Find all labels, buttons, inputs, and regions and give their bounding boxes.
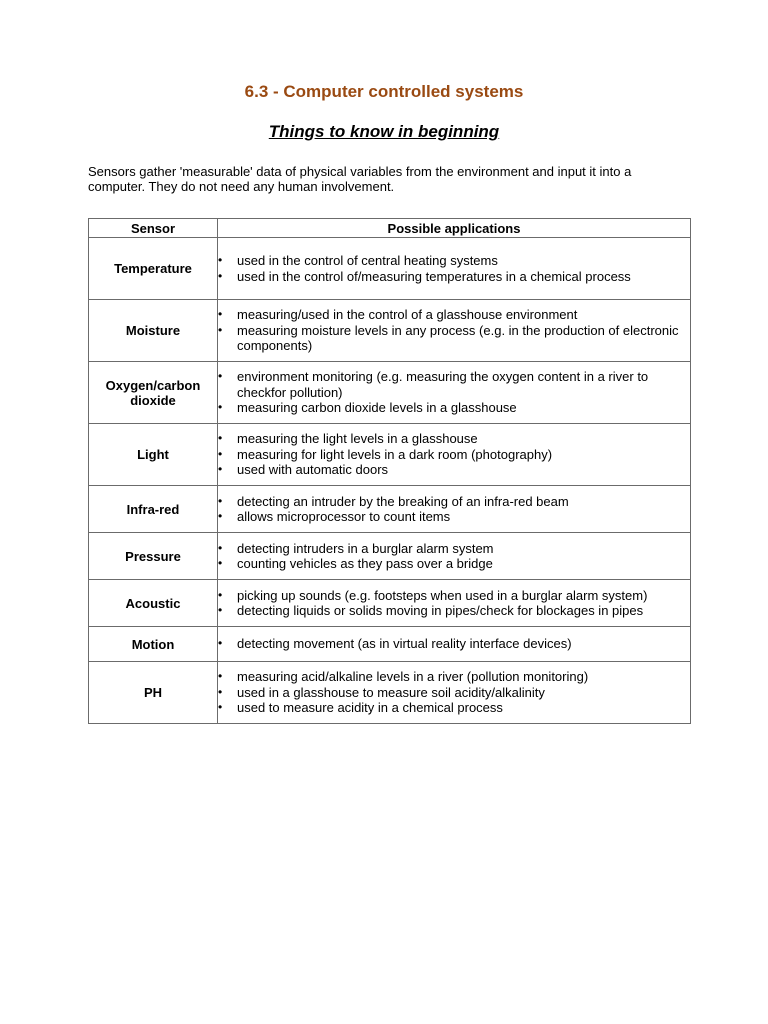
intro-paragraph: Sensors gather 'measurable' data of physical variables from the environment and input it into a computer. They do not need any human involvement. xyxy=(88,164,632,194)
applications-list xyxy=(218,369,690,416)
list-item: • used with automatic doors xyxy=(218,462,690,478)
list-item: • measuring moisture levels in any process (e.g. in the production of electronic components) xyxy=(218,323,690,354)
list-item: • measuring acid/alkaline levels in a river (pollution monitoring) xyxy=(218,669,690,685)
list-item: • detecting movement (as in virtual reality interface devices) xyxy=(218,636,690,652)
sensor-name: Moisture xyxy=(89,300,218,362)
applications-cell xyxy=(218,486,691,533)
list-item: • used in the control of/measuring temperatures in a chemical process xyxy=(218,269,690,285)
applications-list xyxy=(218,636,690,652)
applications-cell xyxy=(218,580,691,627)
applications-cell xyxy=(218,362,691,424)
header-applications: Possible applications xyxy=(218,219,691,238)
list-item: • detecting an intruder by the breaking of an infra-red beam xyxy=(218,494,690,510)
list-item: • used in a glasshouse to measure soil acidity/alkalinity xyxy=(218,685,690,701)
table-row xyxy=(89,238,691,300)
sensor-name: PH xyxy=(89,662,218,724)
table-row xyxy=(89,627,691,662)
applications-cell xyxy=(218,300,691,362)
list-item: • detecting liquids or solids moving in pipes/check for blockages in pipes xyxy=(218,603,690,619)
sensor-name: Pressure xyxy=(89,533,218,580)
list-item: • counting vehicles as they pass over a bridge xyxy=(218,556,690,572)
list-item: • measuring for light levels in a dark room (photography) xyxy=(218,447,690,463)
applications-cell xyxy=(218,662,691,724)
applications-list xyxy=(218,494,690,525)
applications-list xyxy=(218,669,690,716)
sensor-name: Light xyxy=(89,424,218,486)
applications-cell xyxy=(218,424,691,486)
table-row xyxy=(89,424,691,486)
applications-cell xyxy=(218,533,691,580)
list-item: • measuring the light levels in a glasshouse xyxy=(218,431,690,447)
sensor-table xyxy=(88,218,691,724)
list-item: • allows microprocessor to count items xyxy=(218,509,690,525)
table-row xyxy=(89,533,691,580)
sensor-name: Acoustic xyxy=(89,580,218,627)
applications-list xyxy=(218,307,690,354)
sensor-name: Temperature xyxy=(89,238,218,300)
list-item: • detecting intruders in a burglar alarm system xyxy=(218,541,690,557)
applications-cell xyxy=(218,627,691,662)
list-item: • used to measure acidity in a chemical process xyxy=(218,700,690,716)
table-row xyxy=(89,580,691,627)
sensor-name: Infra-red xyxy=(89,486,218,533)
table-row xyxy=(89,486,691,533)
table-row xyxy=(89,362,691,424)
list-item: • used in the control of central heating systems xyxy=(218,253,690,269)
list-item: • environment monitoring (e.g. measuring the oxygen content in a river to checkfor pollution) xyxy=(218,369,690,400)
page-title: 6.3 - Computer controlled systems xyxy=(244,82,524,101)
list-item: • measuring carbon dioxide levels in a glasshouse xyxy=(218,400,690,416)
sensor-name: Oxygen/carbon dioxide xyxy=(89,362,218,424)
applications-list xyxy=(218,253,690,284)
applications-list xyxy=(218,588,690,619)
table-row xyxy=(89,662,691,724)
list-item: • picking up sounds (e.g. footsteps when used in a burglar alarm system) xyxy=(218,588,690,604)
header-sensor: Sensor xyxy=(89,219,218,238)
applications-cell xyxy=(218,238,691,300)
sensor-name: Motion xyxy=(89,627,218,662)
list-item: • measuring/used in the control of a glasshouse environment xyxy=(218,307,690,323)
table-row xyxy=(89,300,691,362)
table-header-row xyxy=(89,219,691,238)
applications-list xyxy=(218,431,690,478)
page-subtitle: Things to know in beginning xyxy=(268,122,500,141)
applications-list xyxy=(218,541,690,572)
